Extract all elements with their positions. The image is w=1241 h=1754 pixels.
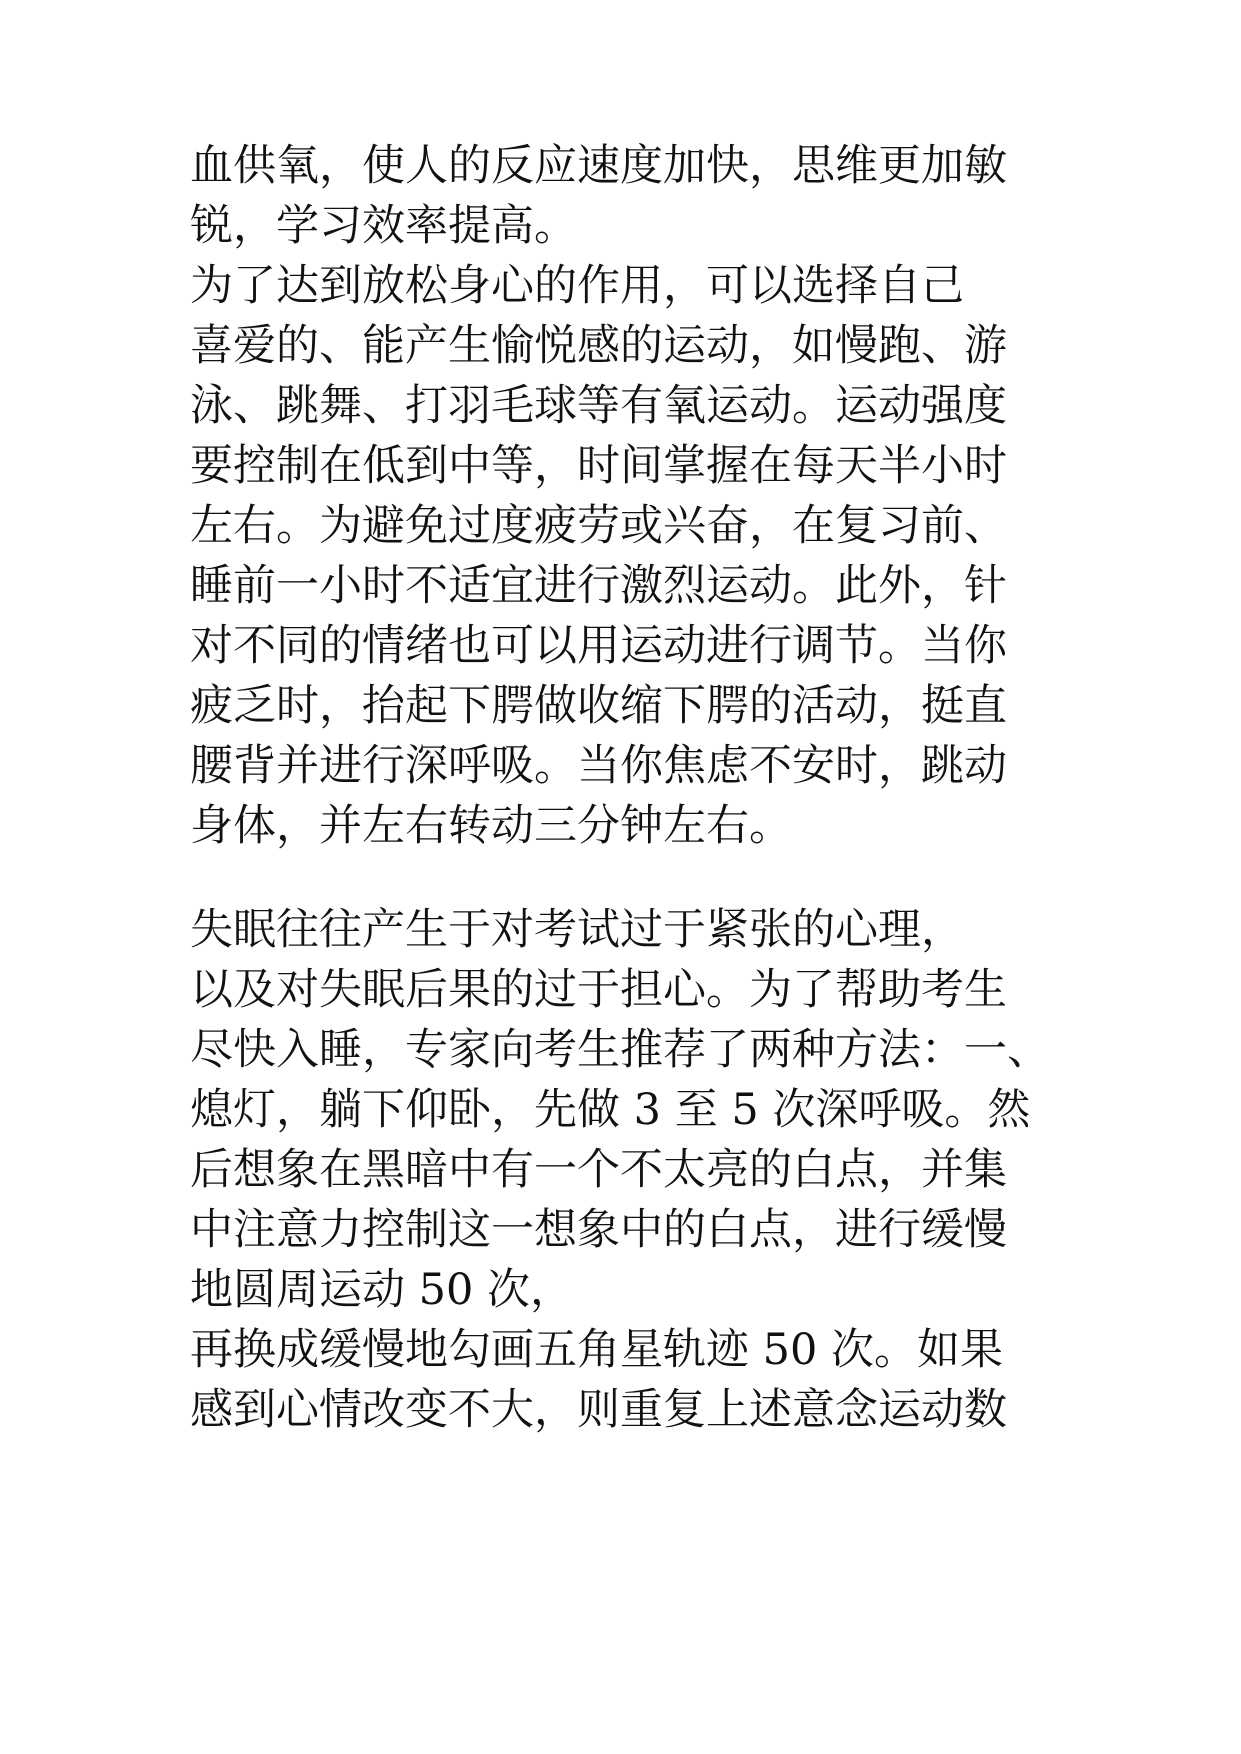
text-line: 地圆周运动 50 次， [190,1265,574,1315]
text-line: 身体，并左右转动三分钟左右。 [190,801,792,851]
text-line: 腰背并进行深呼吸。当你焦虑不安时，跳动 [190,741,1007,791]
text-line: 疲乏时，抬起下腭做收缩下腭的活动，挺直 [190,681,1007,731]
text-line: 对不同的情绪也可以用运动进行调节。当你 [190,621,1007,671]
text-line: 泳、跳舞、打羽毛球等有氧运动。运动强度 [190,381,1007,431]
text-line: 左右。为避免过度疲劳或兴奋，在复习前、 [190,501,1007,551]
text-line: 尽快入睡，专家向考生推荐了两种方法：一、 [190,1025,1050,1075]
text-line: 以及对失眠后果的过于担心。为了帮助考生 [190,965,1007,1015]
text-line: 失眠往往产生于对考试过于紧张的心理， [190,905,964,955]
text-line: 喜爱的、能产生愉悦感的运动，如慢跑、游 [190,321,1007,371]
text-line: 熄灯，躺下仰卧，先做 3 至 5 次深呼吸。然 [190,1085,1031,1135]
text-line: 睡前一小时不适宜进行激烈运动。此外，针 [190,561,1007,611]
text-line: 中注意力控制这一想象中的白点，进行缓慢 [190,1205,1007,1255]
text-line: 后想象在黑暗中有一个不太亮的白点，并集 [190,1145,1007,1195]
text-line: 为了达到放松身心的作用，可以选择自己 [190,261,964,311]
text-line: 要控制在低到中等，时间掌握在每天半小时 [190,441,1007,491]
text-line: 感到心情改变不大，则重复上述意念运动数 [190,1385,1007,1435]
text-line: 血供氧，使人的反应速度加快，思维更加敏 [190,141,1007,191]
text-line: 锐，学习效率提高。 [190,201,577,251]
text-line: 再换成缓慢地勾画五角星轨迹 50 次。如果 [190,1325,1004,1375]
